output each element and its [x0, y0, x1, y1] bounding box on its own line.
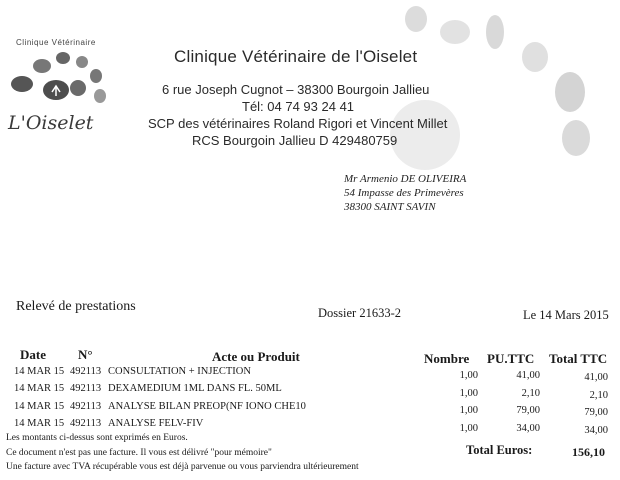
- col-header-pu: PU.TTC: [487, 351, 535, 366]
- col-header-acte: Acte ou Produit: [212, 349, 300, 364]
- cell-acte: ANALYSE FELV-FIV: [108, 418, 204, 429]
- cell-no: 492113: [70, 366, 102, 377]
- clinic-name: Clinique Vétérinaire de l'Oiselet: [174, 47, 418, 66]
- cell-nombre: 1,00: [459, 388, 478, 399]
- footer-note-not-invoice: Ce document n'est pas une facture. Il vous est délivré "pour mémoire": [6, 448, 272, 458]
- logo-bird-icon: [8, 46, 118, 116]
- cell-date: 14 MAR 15: [14, 366, 65, 377]
- clinic-vets: SCP des vétérinaires Roland Rigori et Vincent Millet: [148, 116, 448, 131]
- col-header-nombre: Nombre: [424, 351, 470, 366]
- cell-total: 79,00: [584, 407, 608, 418]
- document-title: Relevé de prestations: [16, 299, 136, 314]
- logo-name: L'Oiselet: [8, 112, 94, 134]
- footer-note-currency: Les montants ci-dessus sont exprimés en Euros.: [6, 433, 188, 443]
- cell-no: 492113: [70, 418, 102, 429]
- cell-nombre: 1,00: [459, 370, 478, 381]
- total-value: 156,10: [572, 445, 605, 459]
- clinic-phone: Tél: 04 74 93 24 41: [242, 99, 355, 114]
- cell-total: 34,00: [584, 425, 608, 436]
- cell-nombre: 1,00: [459, 405, 478, 416]
- clinic-rcs: RCS Bourgoin Jallieu D 429480759: [192, 133, 398, 148]
- recipient-name: Mr Armenio DE OLIVEIRA: [344, 173, 467, 185]
- cell-pu: 41,00: [516, 370, 540, 381]
- recipient-street: 54 Impasse des Primevères: [344, 187, 464, 199]
- col-header-date: Date: [20, 347, 46, 362]
- col-header-no: N°: [78, 347, 93, 362]
- total-label: Total Euros:: [466, 443, 533, 457]
- document-date: Le 14 Mars 2015: [523, 308, 609, 322]
- logo-arc-text: Clinique Vétérinaire: [16, 38, 96, 47]
- cell-acte: DEXAMEDIUM 1ML DANS FL. 50ML: [108, 383, 282, 394]
- cell-acte: ANALYSE BILAN PREOP(NF IONO CHE10: [108, 401, 306, 412]
- clinic-address: 6 rue Joseph Cugnot – 38300 Bourgoin Jallieu: [162, 82, 430, 97]
- cell-nombre: 1,00: [459, 423, 478, 434]
- recipient-city: 38300 SAINT SAVIN: [344, 201, 436, 213]
- cell-total: 2,10: [589, 390, 608, 401]
- cell-date: 14 MAR 15: [14, 383, 65, 394]
- cell-no: 492113: [70, 401, 102, 412]
- cell-date: 14 MAR 15: [14, 401, 65, 412]
- cell-pu: 2,10: [521, 388, 540, 399]
- dossier-number: Dossier 21633-2: [318, 306, 401, 320]
- clinic-logo: [8, 32, 128, 142]
- cell-pu: 79,00: [516, 405, 540, 416]
- cell-date: 14 MAR 15: [14, 418, 65, 429]
- footer-note-vat: Une facture avec TVA récupérable vous est déjà parvenue ou vous parviendra ultérieurement: [6, 462, 359, 472]
- cell-no: 492113: [70, 383, 102, 394]
- cell-pu: 34,00: [516, 423, 540, 434]
- col-header-total: Total TTC: [549, 351, 608, 366]
- cell-total: 41,00: [584, 372, 608, 383]
- cell-acte: CONSULTATION + INJECTION: [108, 366, 251, 377]
